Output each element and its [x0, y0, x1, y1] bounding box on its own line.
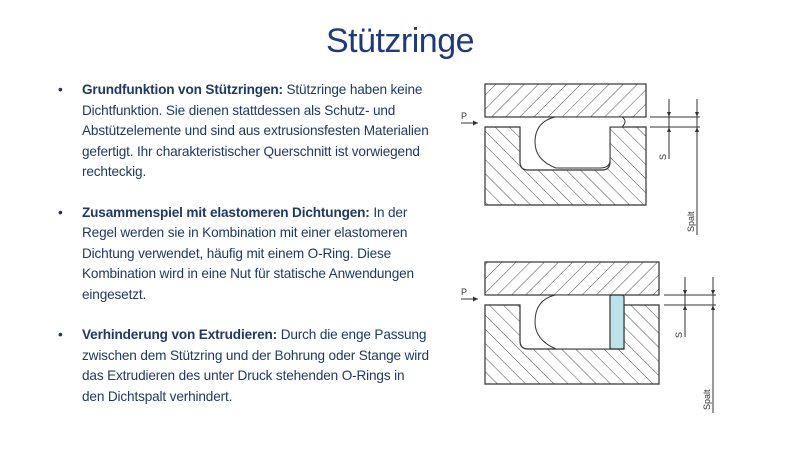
upper-housing [485, 84, 646, 117]
bullet-text: Stützringe haben keine Dichtfunktion. Sie dienen stattdessen als Schutz- und Abstützelemente und sind aus extrusionsfesten Materialien gefertigt. Ihr charakteristischer Querschnitt ist vorwiegend rechteckig. [82, 82, 429, 179]
upper-housing [485, 262, 659, 295]
bullet-label: Grundfunktion von Stützringen: [82, 82, 283, 97]
slide-title: Stützringe [325, 22, 475, 60]
o-ring [535, 295, 610, 349]
s-label: S [674, 331, 684, 338]
bullet-label: Verhinderung von Extrudieren: [82, 327, 278, 342]
diagram-with-backup-ring [461, 262, 716, 413]
diagram-without-backup-ring [461, 84, 700, 235]
bullet-text: In der Regel werden sie in Kombination mit einer elastomeren Dichtung verwendet, häufig mit einem O-Ring. Diese Kombination wird in eine Nut für statische Anwendungen eingesetzt. [82, 204, 414, 302]
bullet-text: Durch die enge Passung zwischen dem Stützring und der Bohrung oder Stange wird das Extrudieren des unter Druck stehenden O-Rings in den Dichtspalt verhindert. [82, 327, 429, 404]
gap-label: Spalt [686, 211, 696, 232]
pressure-label: P [461, 111, 468, 121]
bullet-label: Zusammenspiel mit elastomeren Dichtungen: [82, 204, 370, 220]
gap-label: Spalt [702, 389, 712, 410]
pressure-label: P [461, 287, 468, 297]
s-label: S [658, 153, 668, 160]
backup-ring [610, 295, 624, 349]
